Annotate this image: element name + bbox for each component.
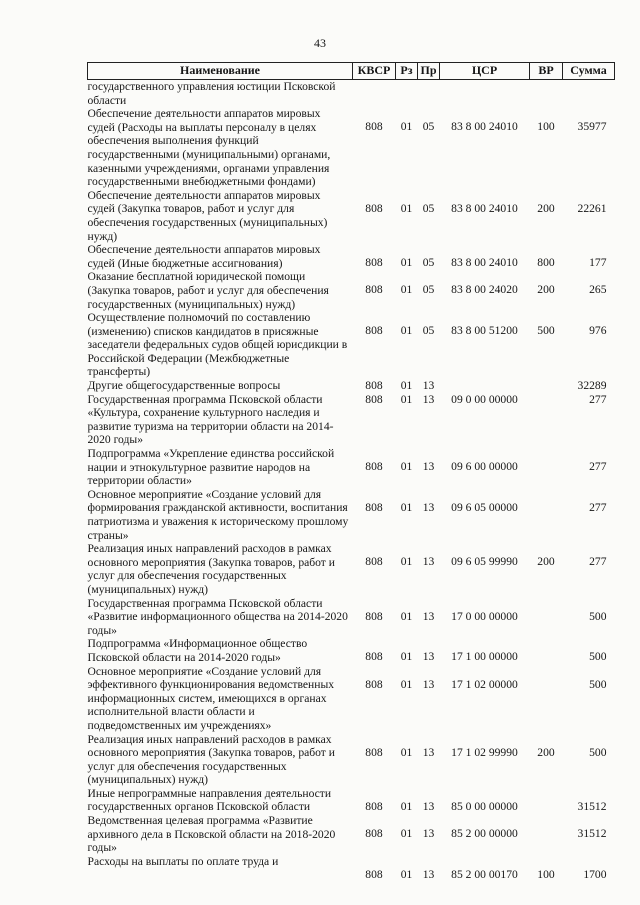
sum-cell: 22261 [577, 201, 607, 215]
kvsr-cell: 808 [365, 392, 383, 406]
name-cell: Государственная программа Псковской области «Культура, сохранение культурного наследия и развитие туризма на территории области на 2014-2020 годы» [87, 392, 334, 447]
name-cell: Иные непрограммные направления деятельности государственных органов Псковской области [87, 786, 332, 814]
table-body [88, 80, 615, 882]
csr-cell: 09 6 05 00000 [451, 500, 518, 514]
sum-cell: 500 [589, 677, 607, 691]
kvsr-cell: 808 [365, 745, 383, 759]
name-cell: Обеспечение деятельности аппаратов мировых судей (Иные бюджетные ассигнования) [87, 243, 321, 270]
table-row [88, 665, 615, 733]
pr-cell: 13 [422, 500, 435, 514]
rz-cell: 01 [400, 324, 413, 338]
rz-cell: 01 [400, 500, 413, 514]
csr-cell: 17 0 00 00000 [451, 609, 518, 623]
table-row [88, 637, 615, 664]
vr-cell: 800 [537, 256, 555, 270]
vr-cell [530, 814, 563, 855]
csr-cell: 17 1 02 99990 [451, 745, 518, 759]
kvsr-cell: 808 [365, 201, 383, 215]
sum-cell: 32289 [577, 379, 607, 393]
kvsr-cell: 808 [365, 120, 383, 134]
sum-cell: 177 [589, 256, 607, 270]
pr-cell: 13 [422, 379, 435, 393]
rz-cell: 01 [400, 677, 413, 691]
kvsr-cell: 808 [365, 555, 383, 569]
name-cell: Подпрограмма «Информационное общество Псковской области на 2014-2020 годы» [87, 637, 308, 664]
kvsr-cell: 808 [365, 827, 383, 841]
name-cell: Подпрограмма «Укрепление единства российской нации и этнокультурное развитие народов на территории области» [87, 447, 335, 488]
csr-cell: 85 2 00 00170 [451, 867, 518, 881]
table-row [88, 311, 615, 379]
csr-cell: 85 0 00 00000 [451, 799, 518, 813]
sum-cell: 976 [589, 324, 607, 338]
csr-cell: 83 8 00 24010 [451, 256, 518, 270]
rz-cell: 01 [400, 555, 413, 569]
vr-cell: 200 [537, 555, 555, 569]
rz-cell: 01 [400, 120, 413, 134]
rz-cell: 01 [400, 745, 413, 759]
vr-cell: 100 [537, 120, 555, 134]
name-cell: Основное мероприятие «Создание условий для формирования гражданской активности, воспитания патриотизма и уважения к историческому прошлому страны» [87, 487, 349, 542]
col-header-rz: Рз [396, 63, 418, 80]
kvsr-cell: 808 [365, 609, 383, 623]
rz-cell: 01 [400, 283, 413, 297]
sum-cell: 277 [589, 460, 607, 474]
pr-cell: 13 [422, 799, 435, 813]
table-row [88, 189, 615, 243]
pr-cell: 05 [422, 283, 435, 297]
csr-cell: 09 6 05 99990 [451, 555, 518, 569]
col-header-name: Наименование [88, 63, 353, 80]
kvsr-cell: 808 [365, 324, 383, 338]
kvsr-cell: 808 [365, 283, 383, 297]
vr-cell: 200 [537, 283, 555, 297]
kvsr-cell: 808 [365, 799, 383, 813]
csr-cell: 17 1 02 00000 [451, 677, 518, 691]
rz-cell: 01 [400, 379, 413, 393]
pr-cell: 13 [422, 677, 435, 691]
csr-cell: 83 8 00 24010 [451, 201, 518, 215]
table-row [88, 270, 615, 311]
rz-cell: 01 [400, 392, 413, 406]
csr-cell: 09 6 00 00000 [451, 460, 518, 474]
kvsr-cell: 808 [365, 650, 383, 664]
vr-cell: 200 [537, 201, 555, 215]
csr-cell [440, 80, 530, 108]
csr-cell: 83 8 00 24010 [451, 120, 518, 134]
csr-cell [440, 379, 530, 393]
sum-cell: 1700 [583, 867, 607, 881]
table-row [88, 488, 615, 542]
csr-cell: 09 0 00 00000 [451, 392, 518, 406]
budget-table [87, 62, 615, 881]
rz-cell: 01 [400, 799, 413, 813]
rz-cell: 01 [400, 201, 413, 215]
rz-cell: 01 [400, 827, 413, 841]
pr-cell: 05 [422, 201, 435, 215]
vr-cell [530, 597, 563, 638]
table-row [88, 243, 615, 270]
kvsr-cell: 808 [365, 677, 383, 691]
vr-cell [530, 787, 563, 814]
csr-cell: 17 1 00 00000 [451, 650, 518, 664]
name-cell: Основное мероприятие «Создание условий для эффективного функционирования ведомственных информационных систем, имеющихся в органах исполнительной власти области и подведомственных им учреждениях» [87, 664, 335, 732]
pr-cell: 05 [422, 324, 435, 338]
pr-cell [418, 80, 440, 108]
kvsr-cell: 808 [365, 867, 383, 881]
vr-cell [530, 447, 563, 488]
rz-cell: 01 [400, 650, 413, 664]
sum-cell: 277 [589, 500, 607, 514]
vr-cell [530, 488, 563, 542]
pr-cell: 13 [422, 827, 435, 841]
name-cell: государственного управления юстиции Псковской области [87, 80, 336, 107]
name-cell: Осуществление полномочий по составлению (изменению) списков кандидатов в присяжные заседатели федеральных судов общей юрисдикции в Российской Федерации (Межбюджетные трансферты) [87, 311, 348, 379]
vr-cell: 100 [537, 867, 555, 881]
table-row [88, 855, 615, 882]
kvsr-cell: 808 [365, 460, 383, 474]
table-row [88, 733, 615, 787]
table-row [88, 597, 615, 638]
pr-cell: 05 [422, 256, 435, 270]
name-cell: Реализация иных направлений расходов в рамках основного мероприятия (Закупка товаров, работ и услуг для обеспечения государственных (муниципальных) нужд) [87, 542, 335, 596]
table-row [88, 393, 615, 447]
vr-cell [530, 637, 563, 664]
name-cell: Ведомственная целевая программа «Развитие архивного дела в Псковской области на 2018-2020 годы» [87, 814, 336, 855]
kvsr-cell: 808 [365, 500, 383, 514]
name-cell: Другие общегосударственные вопросы [87, 379, 281, 393]
name-cell: Обеспечение деятельности аппаратов мировых судей (Расходы на выплаты персоналу в целях обеспечения выполнения функций государственными (муниципальными) органами, казенными учреждениями, органами управления государственными внебюджетными фондами) [87, 107, 331, 189]
table-row [88, 787, 615, 814]
rz-cell: 01 [400, 460, 413, 474]
csr-cell: 85 2 00 00000 [451, 827, 518, 841]
kvsr-cell: 808 [365, 379, 383, 393]
rz-cell [396, 80, 418, 108]
sum-cell: 277 [589, 392, 607, 406]
pr-cell: 13 [422, 555, 435, 569]
pr-cell: 13 [422, 392, 435, 406]
pr-cell: 13 [422, 745, 435, 759]
pr-cell: 13 [422, 460, 435, 474]
name-cell: Реализация иных направлений расходов в рамках основного мероприятия (Закупка товаров, работ и услуг для обеспечения государственных (муниципальных) нужд) [87, 732, 335, 787]
name-cell: Расходы на выплаты по оплате труда и [87, 854, 279, 868]
rz-cell: 01 [400, 256, 413, 270]
kvsr-cell: 808 [365, 256, 383, 270]
sum-cell: 35977 [577, 120, 607, 134]
csr-cell: 83 8 00 51200 [451, 324, 518, 338]
vr-cell [530, 80, 563, 108]
page-number: 43 [314, 36, 326, 50]
table-row [88, 80, 615, 108]
sum-cell: 500 [589, 745, 607, 759]
col-header-vr: ВР [530, 63, 563, 80]
pr-cell: 05 [422, 120, 435, 134]
sum-cell: 265 [589, 283, 607, 297]
vr-cell [530, 379, 563, 393]
vr-cell: 500 [537, 324, 555, 338]
name-cell: Обеспечение деятельности аппаратов мировых судей (Закупка товаров, работ и услуг для обеспечения государственных (муниципальных) нужд) [87, 188, 328, 243]
sum-cell [563, 80, 615, 108]
kvsr-cell [353, 80, 396, 108]
col-header-sum: Сумма [563, 63, 615, 80]
vr-cell: 200 [537, 745, 555, 759]
rz-cell: 01 [400, 609, 413, 623]
name-cell: Государственная программа Псковской области «Развитие информационного общества на 2014-2020 годы» [87, 596, 348, 637]
rz-cell: 01 [400, 867, 413, 881]
col-header-csr: ЦСР [440, 63, 530, 80]
sum-cell: 31512 [577, 827, 607, 841]
vr-cell [530, 665, 563, 733]
name-cell: Оказание бесплатной юридической помощи (Закупка товаров, работ и услуг для обеспечения государственных (муниципальных) нужд) [87, 270, 329, 311]
sum-cell: 277 [589, 555, 607, 569]
pr-cell: 13 [422, 609, 435, 623]
table-row [88, 107, 615, 189]
pr-cell: 13 [422, 867, 435, 881]
vr-cell [530, 393, 563, 447]
sum-cell: 500 [589, 609, 607, 623]
table-row [88, 542, 615, 596]
table-row [88, 814, 615, 855]
sum-cell: 500 [589, 650, 607, 664]
col-header-pr: Пр [418, 63, 440, 80]
sum-cell: 31512 [577, 799, 607, 813]
table-row [88, 447, 615, 488]
col-header-kvsr: КВСР [353, 63, 396, 80]
table-header-row [88, 63, 615, 80]
table-row [88, 379, 615, 393]
csr-cell: 83 8 00 24020 [451, 283, 518, 297]
pr-cell: 13 [422, 650, 435, 664]
